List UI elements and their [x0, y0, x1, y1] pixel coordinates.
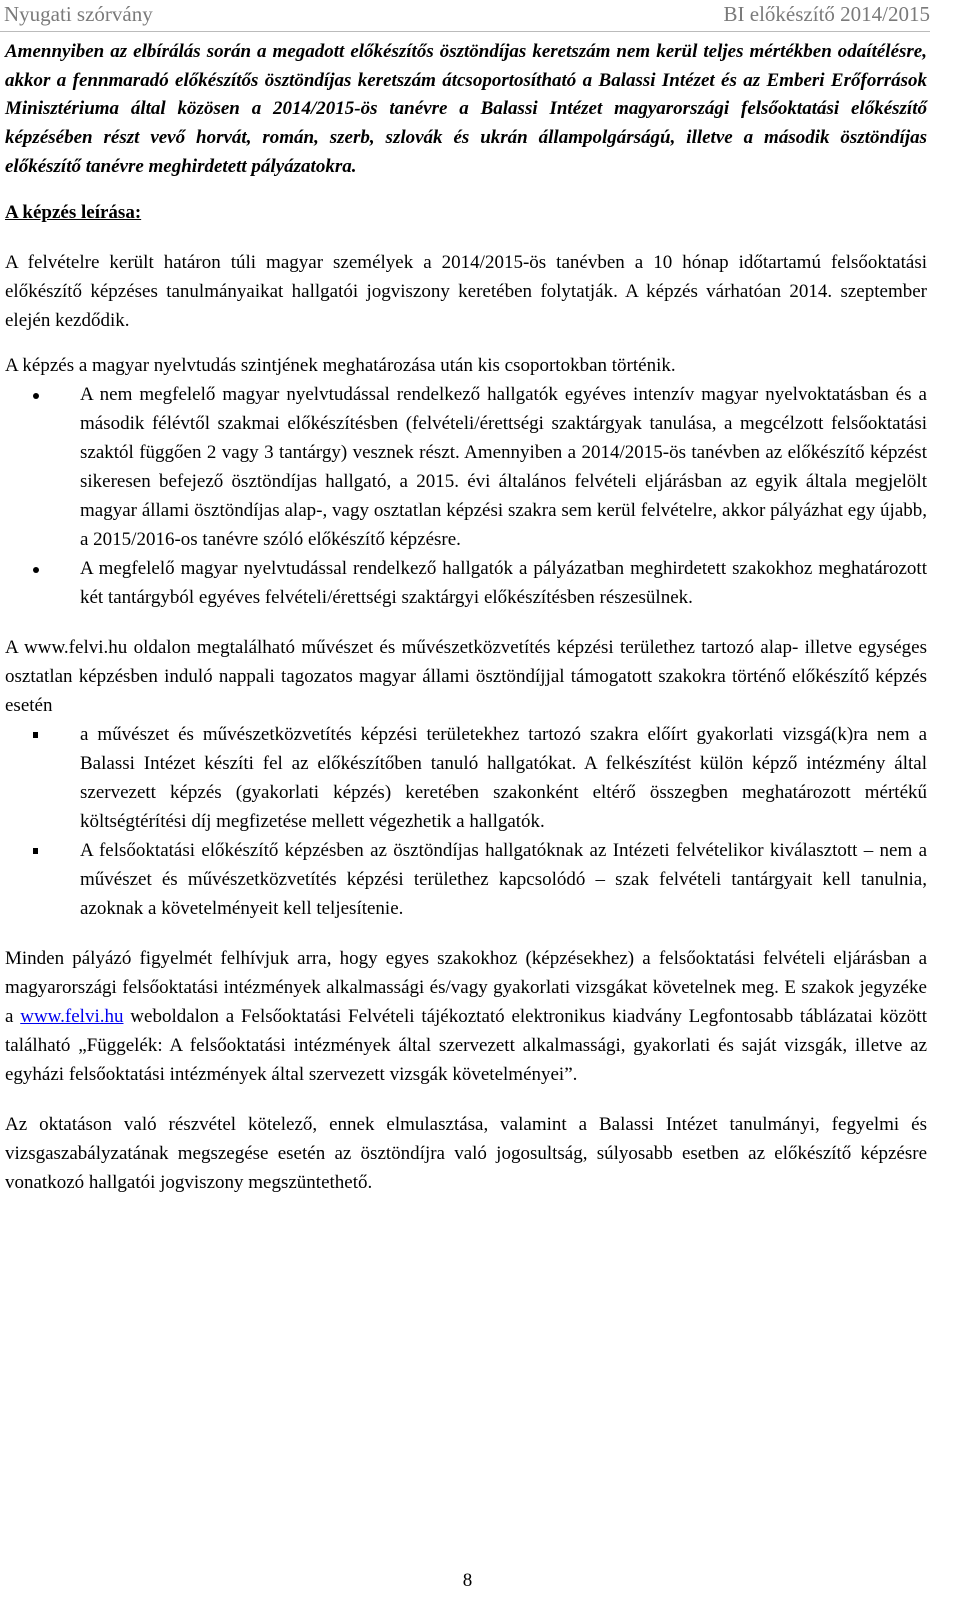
- round-bullet-list: [5, 380, 927, 612]
- page-number: 8: [462, 1570, 473, 1591]
- square-bullet-list: [5, 720, 927, 923]
- list-item: A felsőoktatási előkészítő képzésben az ösztöndíjas hallgatóknak az Intézeti felvételikor kiválasztott – nem a művészet és művészetközvetítés képzési területhez kapcsolódó – szak felvételi tantárgyait kell tanulnia, azoknak a követelményeit kell teljesítenie.: [5, 836, 927, 923]
- page-header: [0, 0, 960, 32]
- list-item: A megfelelő magyar nyelvtudással rendelkező hallgatók a pályázatban meghirdetett szakokhoz meghatározott két tantárgyból egyéves felvételi/érettségi szaktárgyi előkészítésben részesülnek.: [5, 554, 927, 612]
- paragraph-text-before-link: Minden pályázó figyelmét felhívjuk arra, hogy egyes szakokhoz (képzésekhez) a felsőoktatási felvételi eljárásban a magyarországi felsőoktatási intézmények alkalmassági és/vagy gyakorlati vizsgákat követelnek meg. E szakok jegyzéke a: [5, 947, 927, 1027]
- header-left-title: Nyugati szórvány: [4, 2, 153, 26]
- document-body: [5, 38, 927, 1197]
- paragraph-aptitude-exams: [5, 944, 927, 1089]
- felvi-link[interactable]: www.felvi.hu: [20, 1005, 124, 1027]
- paragraph-groups: A képzés a magyar nyelvtudás szintjének meghatározása után kis csoportokban történik.: [5, 354, 676, 376]
- paragraph-text-after-link: weboldalon a Felsőoktatási Felvételi tájékoztató elektronikus kiadvány Legfontosabb táblázatai között található „Függelék: A felsőoktatási intézmények által szervezett alkalmassági, gyakorlati és saját vizsgák, illetve az egyházi felsőoktatási intézmények által szervezett vizsgák követelményei”.: [5, 1005, 927, 1085]
- header-right-title: BI előkészítő 2014/2015: [723, 2, 930, 26]
- section-title: A képzés leírása:: [5, 201, 142, 223]
- paragraph-art-training: A www.felvi.hu oldalon megtalálható művészet és művészetközvetítés képzési területhez tartozó alap- illetve egységes osztatlan képzésben induló nappali tagozatos magyar állami ösztöndíjjal támogatott szakokra történő előkészítő képzés esetén: [5, 636, 927, 716]
- list-item: a művészet és művészetközvetítés képzési területekhez tartozó szakra előírt gyakorlati vizsgá(k)ra nem a Balassi Intézet készíti fel az előkészítőben tanuló hallgatókat. A felkészítést külön képző intézmény által szervezett képzés (gyakorlati képzés) keretében szakonként eltérő összegben meghatározott mértékű költségtérítési díj megfizetése mellett végezhetik a hallgatók.: [5, 720, 927, 836]
- intro-paragraph: Amennyiben az elbírálás során a megadott előkészítős ösztöndíjas keretszám nem kerül teljes mértékben odaítélésre, akkor a fennmaradó előkészítős ösztöndíjas keretszám átcsoportosítható a Balassi Intézet és az Emberi Erőforrások Minisztériuma által közösen a 2014/2015-ös tanévre a Balassi Intézet magyarországi felsőoktatási előkészítő képzésében részt vevő horvát, román, szerb, szlovák és ukrán állampolgárságú, illetve a második ösztöndíjas előkészítő tanévre meghirdetett pályázatokra.: [5, 41, 927, 177]
- paragraph-attendance: Az oktatáson való részvétel kötelező, ennek elmulasztása, valamint a Balassi Intézet tanulmányi, fegyelmi és vizsgaszabályzatának megszegése esetén az ösztöndíjra való jogosultság, súlyosabb esetben az előkészítő képzésre vonatkozó hallgatói jogviszony megszüntethető.: [5, 1113, 927, 1193]
- header-divider: [0, 31, 930, 32]
- paragraph-training-start: A felvételre került határon túli magyar személyek a 2014/2015-ös tanévben a 10 hónap időtartamú felsőoktatási előkészítő képzéses tanulmányaikat hallgatói jogviszony keretében folytatják. A képzés várhatóan 2014. szeptember elején kezdődik.: [5, 251, 927, 331]
- list-item: A nem megfelelő magyar nyelvtudással rendelkező hallgatók egyéves intenzív magyar nyelvoktatásban és a második félévtől szakmai előkészítésben (felvételi/érettségi szaktárgyak tanulása, a megcélzott felsőoktatási szaktól függően 2 vagy 3 tantárgy) vesznek részt. Amennyiben a 2014/2015-ös tanévben az előkészítő képzést sikeresen befejező ösztöndíjas hallgató, a 2015. évi általános felvételi eljárásban az egyik általa megjelölt magyar állami ösztöndíjas alap-, vagy osztatlan képzési szakra sem kerül felvételre, akkor pályázhat egy újabb, a 2015/2016-os tanévre szóló előkészítő képzésre.: [5, 380, 927, 554]
